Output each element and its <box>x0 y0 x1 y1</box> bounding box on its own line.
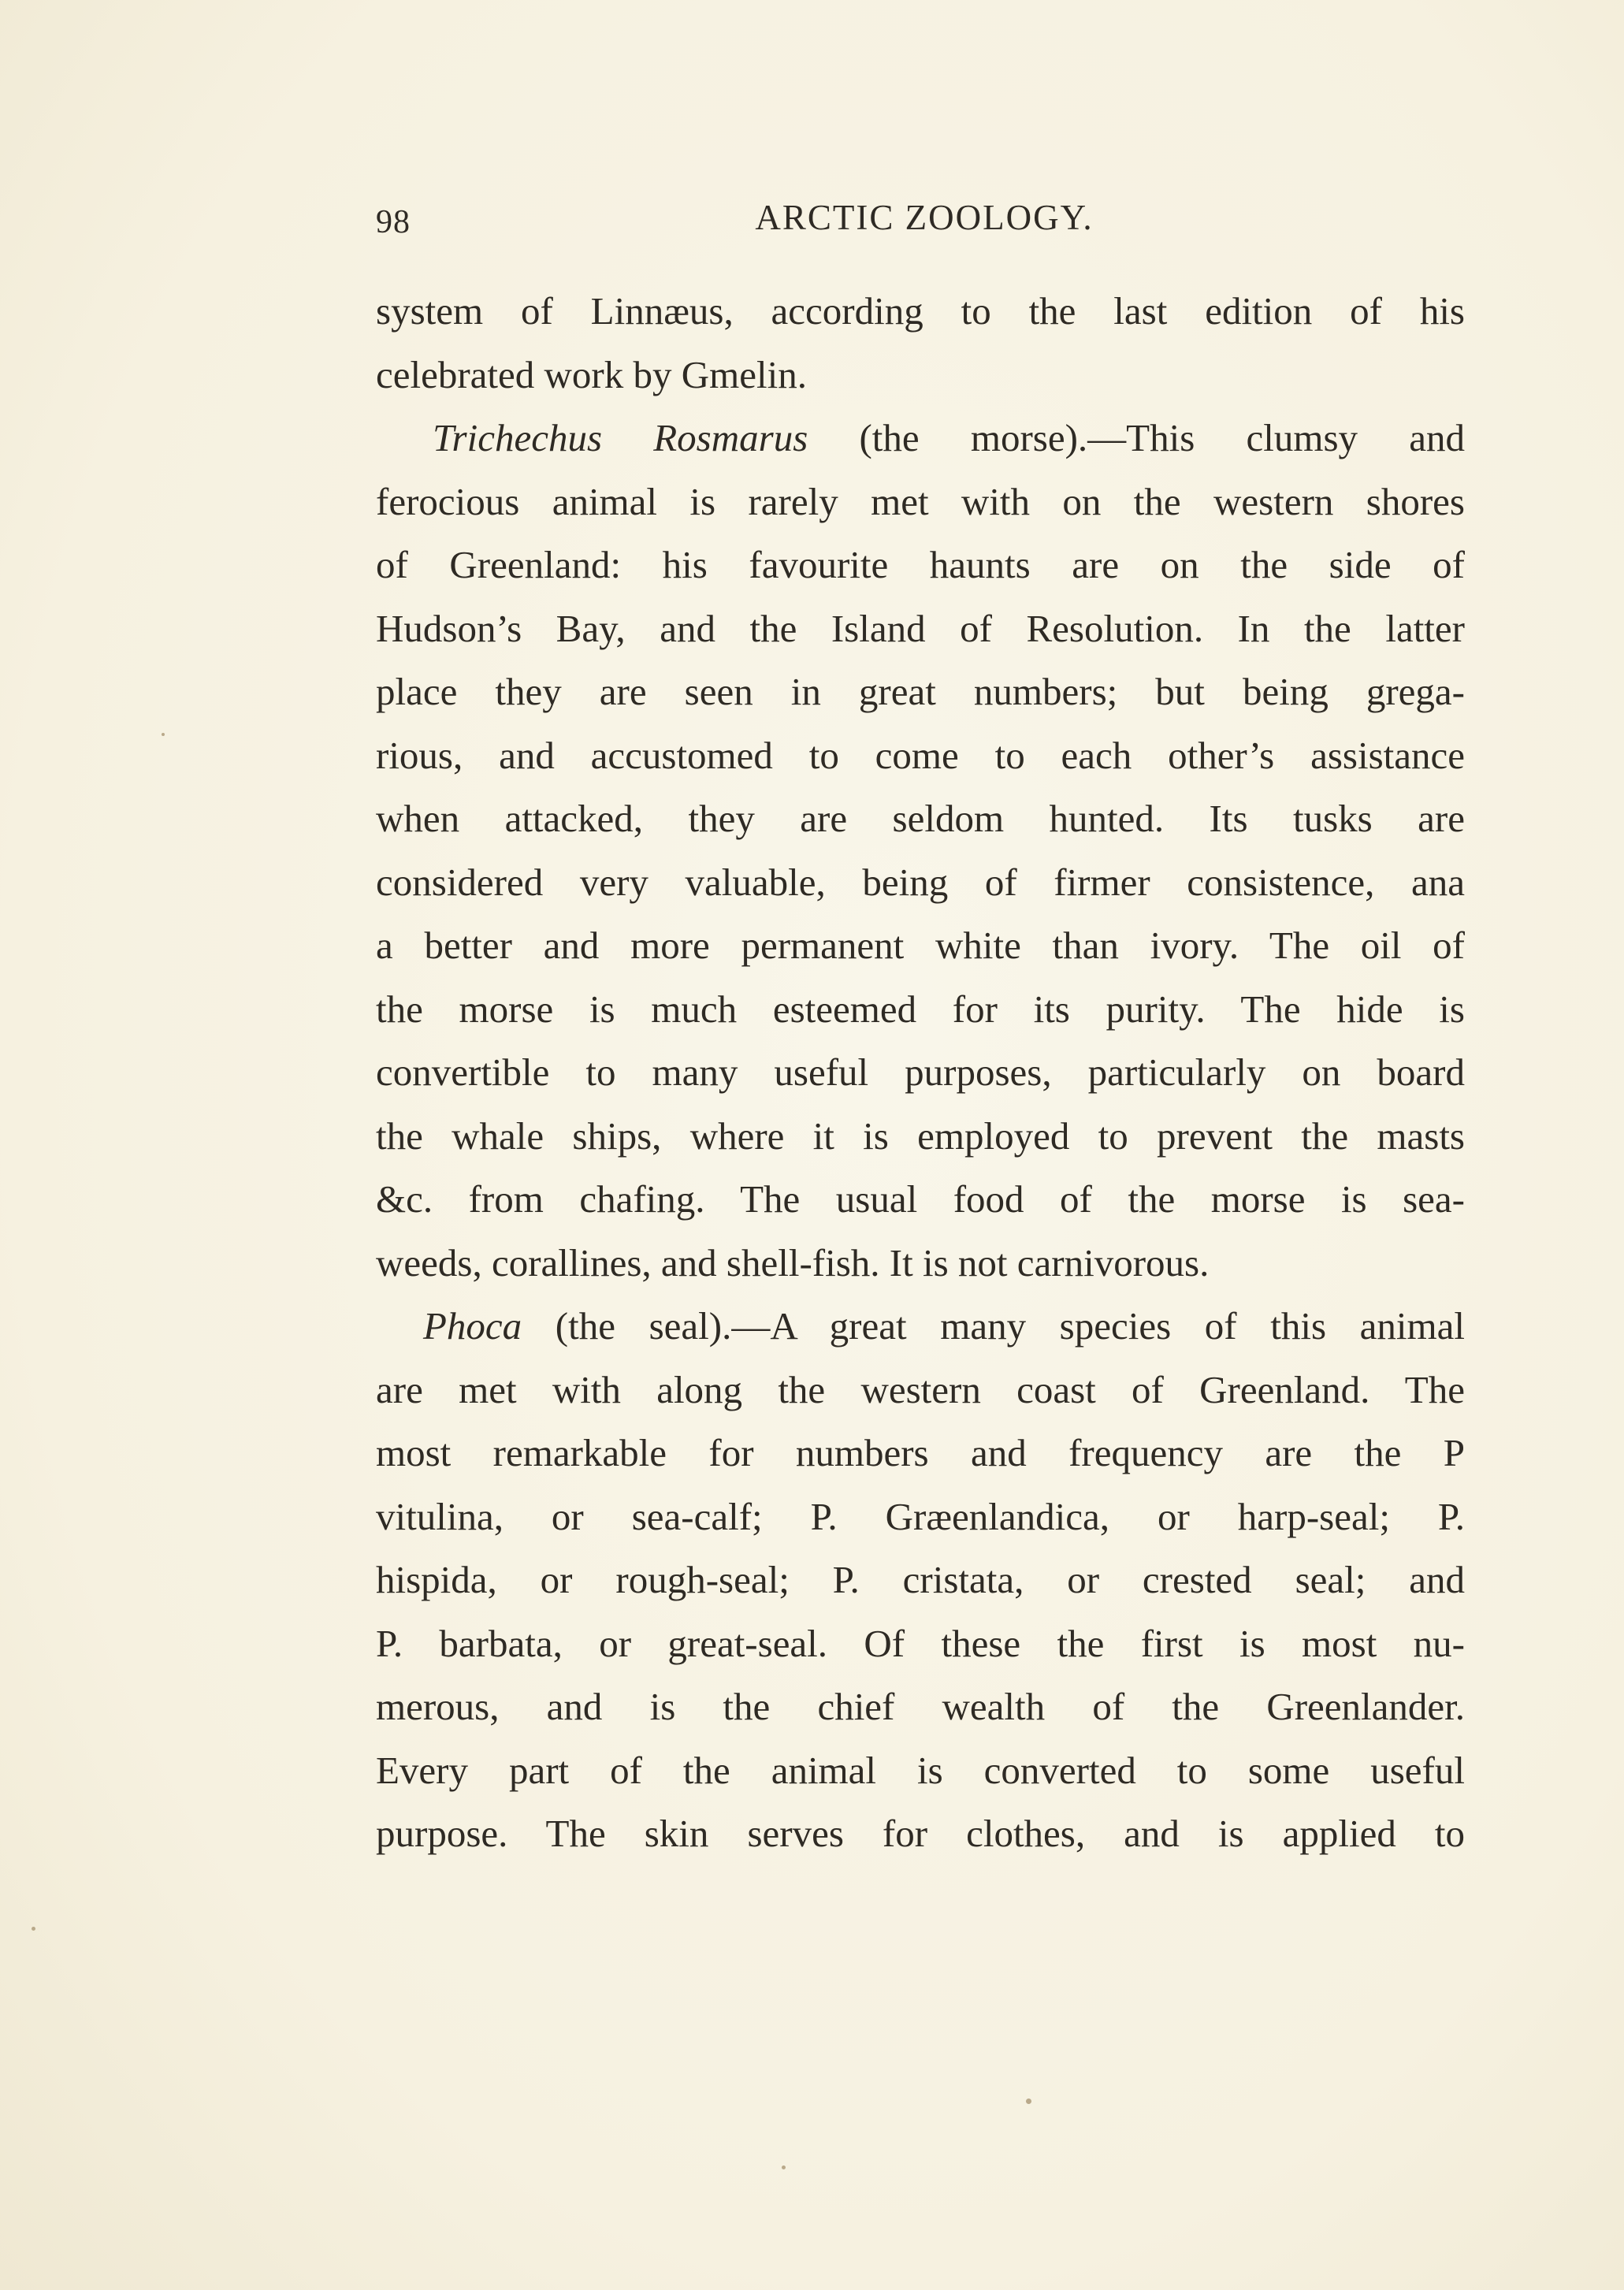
text-line: P. barbata, or great-seal. Of these the first is most nu- <box>376 1621 1465 1665</box>
text-line: system of Linnæus, according to the last edition of his <box>376 289 1465 333</box>
text-span: (the seal).—A great many species of this animal <box>522 1304 1465 1348</box>
text-line: Hudson’s Bay, and the Island of Resolution. In the latter <box>376 606 1465 650</box>
text-line: the morse is much esteemed for its purity. The hide is <box>376 987 1465 1031</box>
text-line: merous, and is the chief wealth of the Greenlander. <box>376 1685 1465 1728</box>
text-line: convertible to many useful purposes, particularly on board <box>376 1050 1465 1094</box>
paragraph-start-line <box>376 1295 1465 1359</box>
paper-speck <box>782 2165 786 2169</box>
text-line: rious, and accustomed to come to each other’s assistance <box>376 733 1465 777</box>
text-span: (the morse).—This clumsy and <box>808 416 1465 459</box>
paragraph-start-line <box>376 407 1465 470</box>
text-line: hispida, or rough-seal; P. cristata, or crested seal; and <box>376 1558 1465 1601</box>
paper-speck <box>162 733 165 736</box>
text-line: ferocious animal is rarely met with on the western shores <box>376 479 1465 523</box>
text-line: the whale ships, where it is employed to prevent the masts <box>376 1113 1465 1158</box>
text-line: when attacked, they are seldom hunted. Its tusks are <box>376 797 1465 840</box>
text-line: vitulina, or sea-calf; P. Græenlandica, or harp-seal; P. <box>376 1494 1465 1538</box>
body-text <box>376 280 1465 1866</box>
running-title: ARCTIC ZOOLOGY. <box>755 198 1094 237</box>
species-name: Trichechus Rosmarus <box>433 416 808 459</box>
text-line: a better and more permanent white than ivory. The oil of <box>376 924 1465 967</box>
text-line: &c. from chafing. The usual food of the morse is sea- <box>376 1177 1465 1221</box>
page-header <box>376 197 1473 252</box>
text-line: Every part of the animal is converted to some useful <box>376 1748 1465 1792</box>
paper-speck <box>1026 2099 1031 2104</box>
text-line: considered very valuable, being of firmer consistence, ana <box>376 860 1465 904</box>
text-line: weeds, corallines, and shell-fish. It is not carnivorous. <box>376 1240 1210 1284</box>
text-line: of Greenland: his favourite haunts are on the side of <box>376 543 1465 586</box>
species-name: Phoca <box>423 1304 522 1348</box>
text-line: celebrated work by Gmelin. <box>376 352 807 396</box>
page-number: 98 <box>376 204 411 240</box>
text-line: most remarkable for numbers and frequency are the P <box>376 1431 1465 1474</box>
text-line: place they are seen in great numbers; but being grega- <box>376 670 1465 713</box>
text-line: are met with along the western coast of Greenland. The <box>376 1367 1465 1411</box>
text-line: purpose. The skin serves for clothes, and is applied to <box>376 1812 1465 1855</box>
paper-speck <box>32 1927 35 1931</box>
